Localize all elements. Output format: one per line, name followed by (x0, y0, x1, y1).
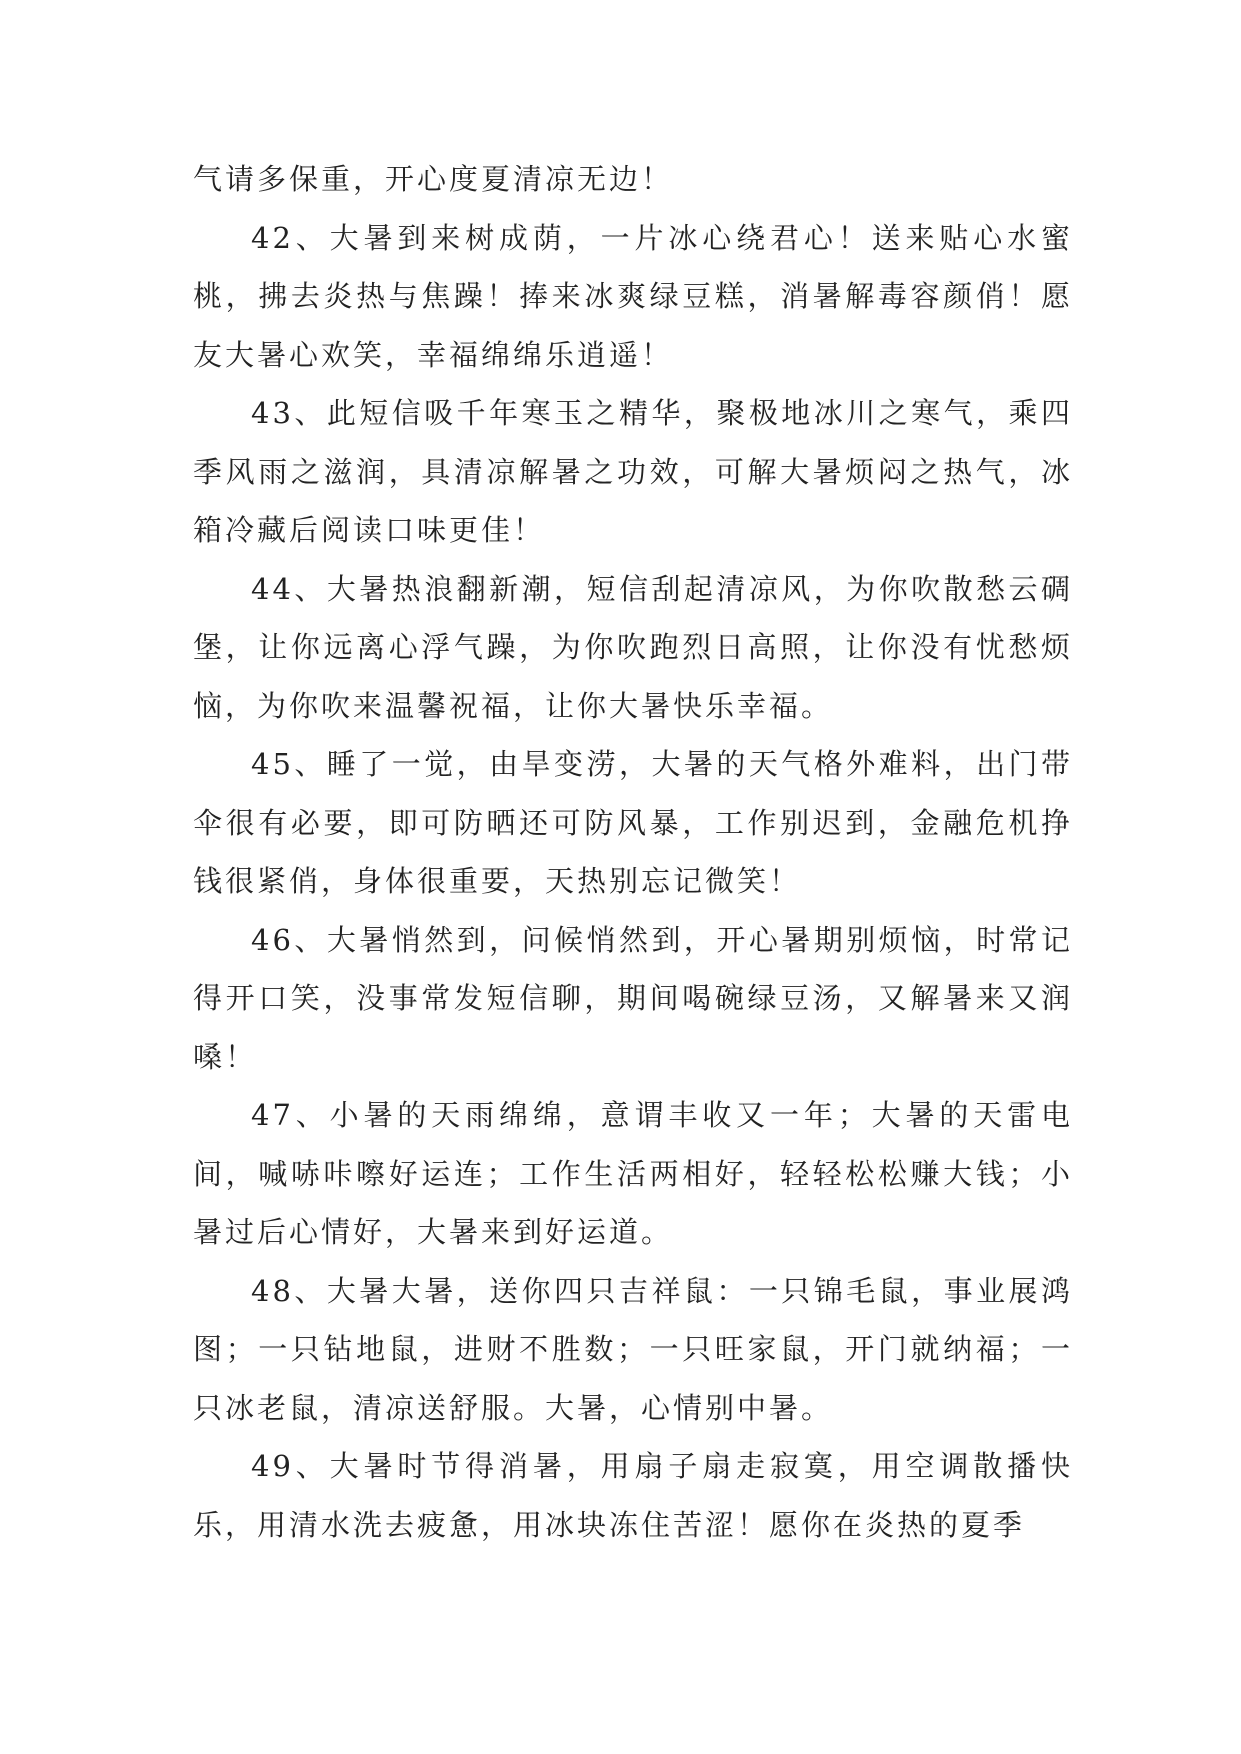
paragraph-47: 47、小暑的天雨绵绵，意谓丰收又一年；大暑的天雷电间，喊哧咔嚓好运连；工作生活两相好，轻轻松松赚大钱；小暑过后心情好，大暑来到好运道。 (193, 1098, 1073, 1249)
paragraph-48: 48、大暑大暑，送你四只吉祥鼠：一只锦毛鼠，事业展鸿图；一只钻地鼠，进财不胜数；一只旺家鼠，开门就纳福；一只冰老鼠，清凉送舒服。大暑，心情别中暑。 (193, 1273, 1073, 1425)
paragraph-43: 43、此短信吸千年寒玉之精华，聚极地冰川之寒气，乘四季风雨之滋润，具清凉解暑之功效，可解大暑烦闷之热气，冰箱冷藏后阅读口味更佳！ (193, 396, 1073, 547)
document-body (193, 150, 1073, 1554)
paragraph-45: 45、睡了一觉，由旱变涝，大暑的天气格外难料，出门带伞很有必要，即可防晒还可防风暴，工作别迟到，金融危机挣钱很紧俏，身体很重要，天热别忘记微笑！ (193, 747, 1073, 898)
paragraph-44: 44、大暑热浪翻新潮，短信刮起清凉风，为你吹散愁云碉堡，让你远离心浮气躁，为你吹跑烈日高照，让你没有忧愁烦恼，为你吹来温馨祝福，让你大暑快乐幸福。 (193, 571, 1073, 723)
paragraph-41-continuation: 气请多保重，开心度夏清凉无边！ (193, 162, 674, 196)
paragraph-46: 46、大暑悄然到，问候悄然到，开心暑期别烦恼，时常记得开口笑，没事常发短信聊，期间喝碗绿豆汤，又解暑来又润嗓！ (193, 922, 1073, 1074)
paragraph-49: 49、大暑时节得消暑，用扇子扇走寂寞，用空调散播快乐，用清水洗去疲惫，用冰块冻住苦涩！愿你在炎热的夏季 (193, 1449, 1073, 1542)
paragraph-42: 42、大暑到来树成荫，一片冰心绕君心！送来贴心水蜜桃，拂去炎热与焦躁！捧来冰爽绿豆糕，消暑解毒容颜俏！愿友大暑心欢笑，幸福绵绵乐逍遥！ (193, 220, 1073, 372)
